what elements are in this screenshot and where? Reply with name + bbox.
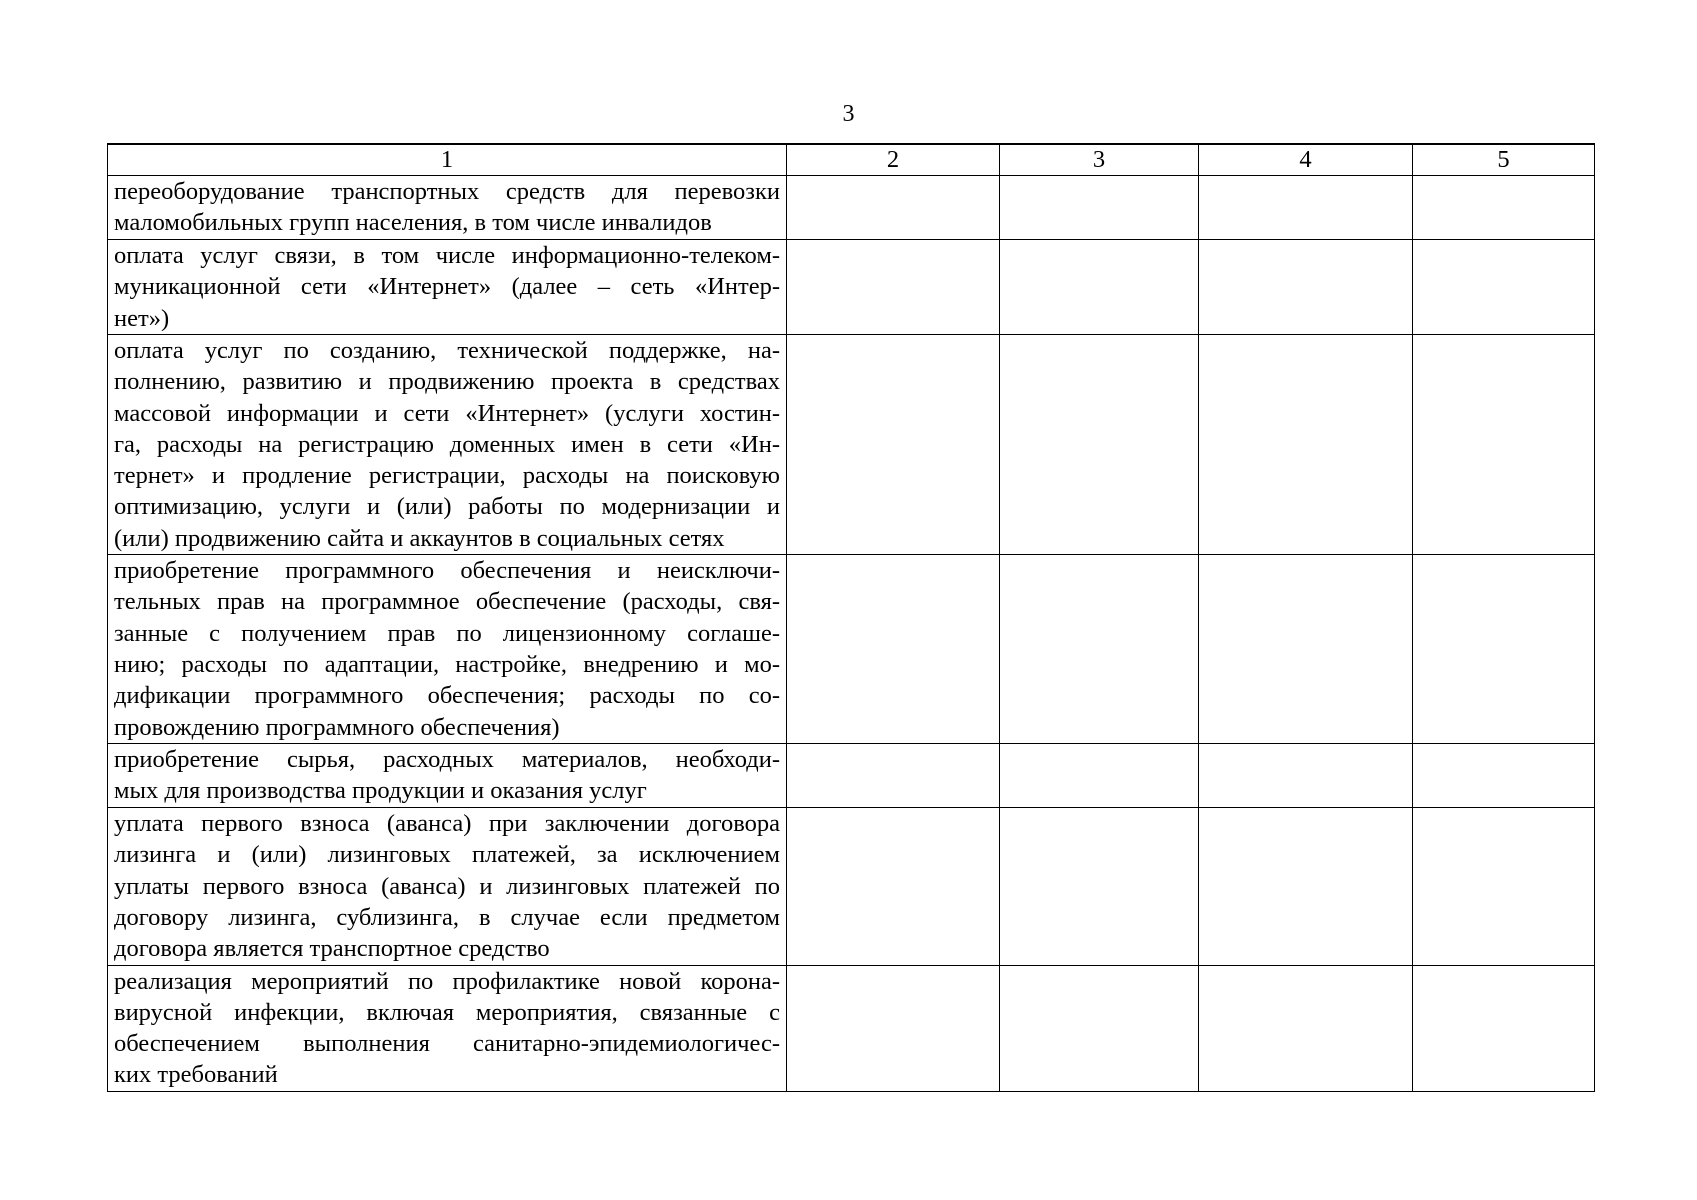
description-line: занные с получением прав по лицензионному соглаше- <box>114 619 780 647</box>
description-line: га, расходы на регистрацию доменных имен в сети «Ин- <box>114 430 780 458</box>
value-cell-col-4 <box>1199 335 1413 555</box>
expense-description-cell <box>108 965 787 1091</box>
value-cell-col-3 <box>1000 965 1199 1091</box>
table-row <box>108 555 1595 744</box>
description-line: провождению программного обеспечения) <box>114 713 560 741</box>
value-cell-col-4 <box>1199 744 1413 808</box>
column-header-2: 2 <box>787 144 1000 176</box>
value-cell-col-5 <box>1413 555 1595 744</box>
value-cell-col-2 <box>787 555 1000 744</box>
table-row <box>108 808 1595 965</box>
description-line: оплата услуг по созданию, технической поддержке, на- <box>114 337 780 364</box>
expense-description-cell <box>108 240 787 335</box>
expense-description-cell <box>108 176 787 240</box>
value-cell-col-2 <box>787 240 1000 335</box>
column-header-4: 4 <box>1199 144 1413 176</box>
description-line: уплата первого взноса (аванса) при заключении договора <box>114 810 780 838</box>
value-cell-col-4 <box>1199 176 1413 240</box>
description-line: приобретение сырья, расходных материалов, необходи- <box>114 746 780 774</box>
column-header-1: 1 <box>108 144 787 176</box>
description-line: оптимизацию, услуги и (или) работы по модернизации и <box>114 493 780 521</box>
value-cell-col-4 <box>1199 555 1413 744</box>
value-cell-col-5 <box>1413 176 1595 240</box>
value-cell-col-2 <box>787 965 1000 1091</box>
value-cell-col-4 <box>1199 808 1413 965</box>
description-line: тернет» и продление регистрации, расходы на поисковую <box>114 462 780 490</box>
value-cell-col-2 <box>787 744 1000 808</box>
description-line: оплата услуг связи, в том числе информационно-телеком- <box>114 242 780 269</box>
expense-description-cell <box>108 808 787 965</box>
table-row <box>108 240 1595 335</box>
value-cell-col-5 <box>1413 335 1595 555</box>
table-row <box>108 176 1595 240</box>
value-cell-col-3 <box>1000 335 1199 555</box>
description-line: ких требований <box>114 1061 278 1089</box>
value-cell-col-5 <box>1413 965 1595 1091</box>
description-line: массовой информации и сети «Интернет» (услуги хостин- <box>114 399 780 427</box>
description-line: переоборудование транспортных средств для перевозки <box>114 178 780 205</box>
header-row <box>108 144 1595 176</box>
description-line: обеспечением выполнения санитарно-эпидемиологичес- <box>114 1030 780 1058</box>
table-row <box>108 744 1595 808</box>
value-cell-col-5 <box>1413 744 1595 808</box>
value-cell-col-5 <box>1413 808 1595 965</box>
value-cell-col-2 <box>787 808 1000 965</box>
column-header-3: 3 <box>1000 144 1199 176</box>
value-cell-col-3 <box>1000 176 1199 240</box>
value-cell-col-4 <box>1199 240 1413 335</box>
description-line: муникационной сети «Интернет» (далее – сеть «Интер- <box>114 273 780 301</box>
expense-description-cell <box>108 744 787 808</box>
description-line: вирусной инфекции, включая мероприятия, связанные с <box>114 998 780 1026</box>
description-line: уплаты первого взноса (аванса) и лизинговых платежей по <box>114 872 780 900</box>
description-line: мых для производства продукции и оказания услуг <box>114 777 647 805</box>
description-line: полнению, развитию и продвижению проекта в средствах <box>114 368 780 396</box>
value-cell-col-5 <box>1413 240 1595 335</box>
table-row <box>108 965 1595 1091</box>
description-line: лизинга и (или) лизинговых платежей, за исключением <box>114 841 780 869</box>
description-line: маломобильных групп населения, в том числе инвалидов <box>114 209 712 237</box>
value-cell-col-3 <box>1000 240 1199 335</box>
table-header <box>108 144 1595 176</box>
table-row <box>108 335 1595 555</box>
description-line: дификации программного обеспечения; расходы по со- <box>114 682 780 710</box>
value-cell-col-2 <box>787 176 1000 240</box>
description-line: (или) продвижению сайта и аккаунтов в социальных сетях <box>114 524 725 552</box>
description-line: договора является транспортное средство <box>114 935 550 963</box>
value-cell-col-3 <box>1000 555 1199 744</box>
description-line: приобретение программного обеспечения и неисключи- <box>114 557 780 585</box>
description-line: нию; расходы по адаптации, настройке, внедрению и мо- <box>114 650 780 678</box>
value-cell-col-3 <box>1000 808 1199 965</box>
description-line: нет») <box>114 304 170 332</box>
description-line: договору лизинга, сублизинга, в случае если предметом <box>114 903 780 931</box>
expense-table <box>107 143 1595 1092</box>
value-cell-col-3 <box>1000 744 1199 808</box>
page-number: 3 <box>842 101 855 127</box>
column-header-5: 5 <box>1413 144 1595 176</box>
table-body <box>108 176 1595 1092</box>
value-cell-col-4 <box>1199 965 1413 1091</box>
value-cell-col-2 <box>787 335 1000 555</box>
expense-description-cell <box>108 555 787 744</box>
expense-description-cell <box>108 335 787 555</box>
description-line: тельных прав на программное обеспечение (расходы, свя- <box>114 588 780 616</box>
description-line: реализация мероприятий по профилактике новой корона- <box>114 967 780 995</box>
